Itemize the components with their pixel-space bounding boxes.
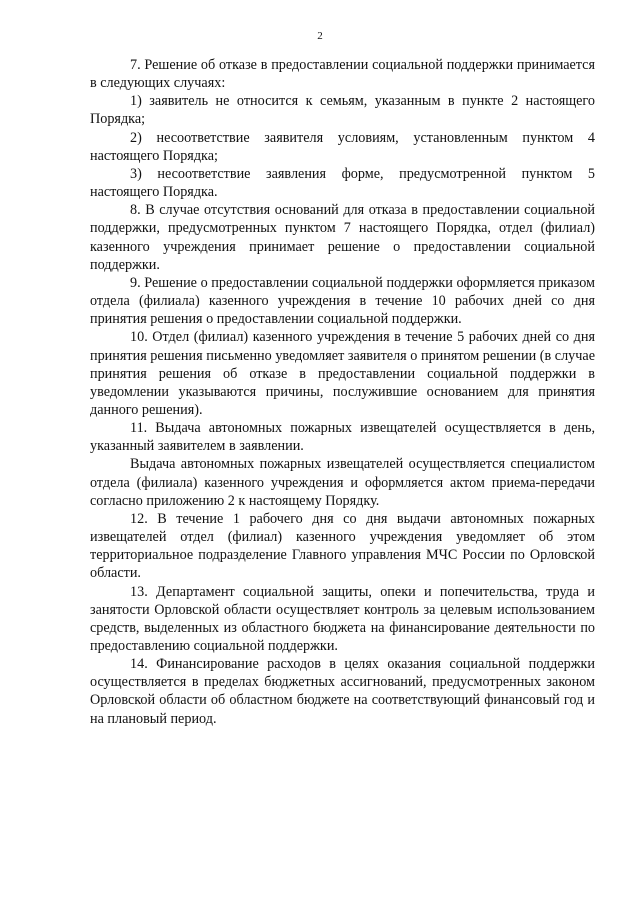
paragraph-11-continued: Выдача автономных пожарных извещателей осуществляется специалистом отдела (филиала) казенного учреждения и оформляется актом приема-передачи согласно приложению 2 к настоящему Порядку.	[90, 456, 595, 509]
paragraph-7-item-2: 2) несоответствие заявителя условиям, установленным пунктом 4 настоящего Порядка;	[90, 129, 595, 164]
paragraph-13: 13. Департамент социальной защиты, опеки и попечительства, труда и занятости Орловской области осуществляет контроль за целевым использованием средств, выделенных из областного бюджета на финансирование деятельности по предоставлению социальной поддержки.	[90, 583, 595, 654]
paragraph-12: 12. В течение 1 рабочего дня со дня выдачи автономных пожарных извещателей отдел (филиал) казенного учреждения уведомляет об этом территориальное подразделение Главного управления МЧС России по Орловской области.	[90, 510, 595, 582]
page-number: 2	[317, 30, 323, 42]
paragraph-11: 11. Выдача автономных пожарных извещателей осуществляется в день, указанный заявителем в заявлении.	[90, 420, 595, 455]
paragraph-8: 8. В случае отсутствия оснований для отказа в предоставлении социальной поддержки, предусмотренных пунктом 7 настоящего Порядка, отдел (филиал) казенного учреждения принимает решение о предоставлении социальной поддержки.	[90, 202, 595, 273]
paragraph-9: 9. Решение о предоставлении социальной поддержки оформляется приказом отдела (филиала) казенного учреждения в течение 10 рабочих дней со дня принятия решения о предоставлении социальной поддержки.	[90, 274, 595, 328]
document-body	[90, 56, 595, 728]
paragraph-7-item-1: 1) заявитель не относится к семьям, указанным в пункте 2 настоящего Порядка;	[90, 93, 595, 128]
paragraph-10: 10. Отдел (филиал) казенного учреждения в течение 5 рабочих дней со дня принятия решения письменно уведомляет заявителя о принятом решении (в случае принятия решения об отказе в предоставлении социальной поддержки в уведомлении указываются причины, послужившие основанием для принятия данного решения).	[90, 329, 595, 418]
paragraph-14: 14. Финансирование расходов в целях оказания социальной поддержки осуществляется в пределах бюджетных ассигнований, предусмотренных законом Орловской области об областном бюджете на соответствующий финансовый год и на плановый период.	[90, 656, 595, 727]
paragraph-7: 7. Решение об отказе в предоставлении социальной поддержки принимается в следующих случаях:	[90, 57, 595, 92]
paragraph-7-item-3: 3) несоответствие заявления форме, предусмотренной пунктом 5 настоящего Порядка.	[90, 165, 595, 201]
